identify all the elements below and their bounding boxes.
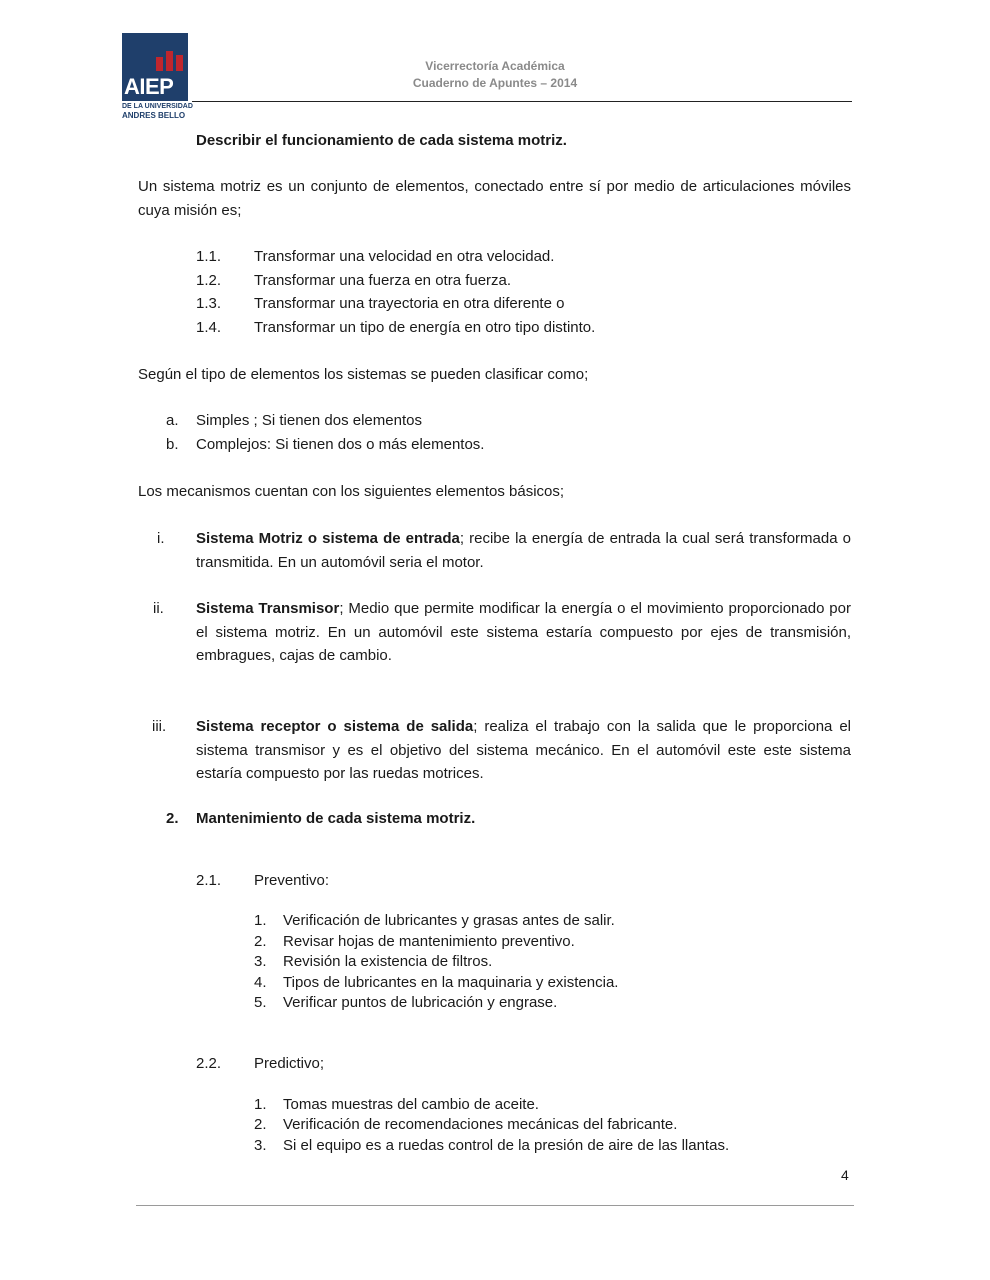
roman-numeral: iii.: [152, 718, 167, 735]
list-item-number: 2.: [254, 933, 267, 950]
list-item-number: 1.: [254, 912, 267, 929]
list-item-text: Si el equipo es a ruedas control de la presión de aire de las llantas.: [283, 1137, 730, 1154]
roman-numeral: ii.: [153, 600, 164, 617]
section2-title: Mantenimiento de cada sistema motriz.: [196, 810, 476, 827]
list-item-number: 4.: [254, 974, 267, 991]
subsection-number: 2.2.: [196, 1055, 222, 1072]
element-term: Sistema receptor o sistema de salida: [196, 718, 474, 735]
element-description: ; recibe la energía de entrada la cual será transformada o transmitida. En un automóvil seria el motor.: [196, 530, 851, 571]
logo-subtitle-2: ANDRES BELLO: [122, 111, 186, 120]
element-item: [196, 715, 851, 786]
list-item-text: Verificación de lubricantes y grasas antes de salir.: [283, 912, 615, 929]
list-item-text: Transformar una velocidad en otra velocidad.: [254, 248, 555, 265]
elements-intro: Los mecanismos cuentan con los siguientes elementos básicos;: [138, 483, 565, 500]
list-item-number: 1.2.: [196, 272, 222, 289]
element-description: ; Medio que permite modificar la energía o el movimiento proporcionado por el sistema motriz. En un automóvil este sistema estaría compuesto por ejes de transmisión, embragues, cajas de cambio.: [196, 600, 851, 664]
aiep-logo: [122, 33, 193, 121]
classify-intro: Según el tipo de elementos los sistemas se pueden clasificar como;: [138, 366, 589, 383]
header-divider: [192, 101, 852, 102]
list-item-text: Simples ; Si tienen dos elementos: [196, 412, 422, 429]
logo-subtitle-1: DE LA UNIVERSIDAD: [122, 103, 193, 110]
list-item-letter: a.: [166, 412, 179, 429]
list-item-text: Verificar puntos de lubricación y engrase.: [283, 994, 558, 1011]
list-item-text: Complejos: Si tienen dos o más elementos.: [196, 436, 485, 453]
list-item-text: Tomas muestras del cambio de aceite.: [283, 1096, 539, 1113]
list-item-letter: b.: [166, 436, 179, 453]
header-notebook: Cuaderno de Apuntes – 2014: [412, 76, 578, 90]
subsection-title: Preventivo:: [254, 872, 330, 889]
list-item-text: Verificación de recomendaciones mecánicas del fabricante.: [283, 1116, 678, 1133]
intro-paragraph: Un sistema motriz es un conjunto de elementos, conectado entre sí por medio de articulaciones móviles cuya misión es;: [138, 178, 851, 219]
list-item-text: Transformar una trayectoria en otra diferente o: [254, 295, 565, 312]
list-item-number: 3.: [254, 953, 267, 970]
list-item-number: 2.: [254, 1116, 267, 1133]
list-item-text: Tipos de lubricantes en la maquinaria y existencia.: [283, 974, 619, 991]
roman-numeral: i.: [157, 530, 165, 547]
list-item-number: 3.: [254, 1137, 267, 1154]
element-description: ; realiza el trabajo con la salida que le proporciona el sistema transmisor y es el objetivo del sistema mecánico. En el automóvil este este sistema estaría compuesto por las ruedas motrices.: [196, 718, 852, 782]
list-item-number: 1.: [254, 1096, 267, 1113]
page-number: 4: [841, 1167, 849, 1183]
list-item-number: 5.: [254, 994, 267, 1011]
subsection-number: 2.1.: [196, 872, 222, 889]
list-item-number: 1.4.: [196, 319, 222, 336]
element-item: [196, 527, 851, 574]
list-item-number: 1.1.: [196, 248, 222, 265]
logo-bars-icon: [156, 49, 184, 71]
element-term: Sistema Motriz o sistema de entrada: [196, 530, 460, 547]
list-item-number: 1.3.: [196, 295, 222, 312]
element-item: [196, 597, 851, 668]
header-institution: Vicerrectoría Académica: [425, 59, 565, 73]
list-item-text: Transformar una fuerza en otra fuerza.: [254, 272, 512, 289]
list-item-text: Transformar un tipo de energía en otro tipo distinto.: [254, 319, 596, 336]
subsection-title: Predictivo;: [254, 1055, 325, 1072]
logo-emblem: [122, 33, 188, 101]
footer-divider: [136, 1205, 854, 1206]
logo-wordmark: AIEP: [124, 74, 174, 99]
element-term: Sistema Transmisor: [196, 600, 340, 617]
section2-number: 2.: [166, 810, 179, 827]
list-item-text: Revisión la existencia de filtros.: [283, 953, 493, 970]
section-title: Describir el funcionamiento de cada sistema motriz.: [196, 132, 567, 149]
list-item-text: Revisar hojas de mantenimiento preventivo.: [283, 933, 575, 950]
